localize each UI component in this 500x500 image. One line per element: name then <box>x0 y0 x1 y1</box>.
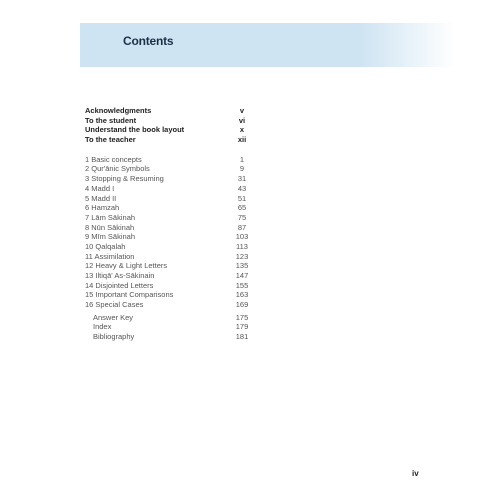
toc-row-chapter[interactable] <box>85 223 255 233</box>
toc-entry-title: 6 Hamzah <box>85 203 120 213</box>
toc-entry-page: 163 <box>235 290 249 300</box>
toc-row-chapter[interactable] <box>85 184 255 194</box>
toc-entry-page: xii <box>237 135 247 145</box>
toc-entry-title: 14 Disjointed Letters <box>85 280 154 290</box>
toc-row-chapter[interactable] <box>85 271 255 281</box>
toc-row-front-matter[interactable] <box>85 135 255 145</box>
toc-entry-page: 135 <box>235 261 249 271</box>
toc-entry-page: 147 <box>235 271 249 280</box>
toc-row-chapter[interactable] <box>85 194 255 204</box>
toc-entry-title: 13 Iltiqā' As-Sākinain <box>85 271 155 280</box>
toc-entry-title: 10 Qalqalah <box>85 241 126 251</box>
toc-row-chapter[interactable] <box>85 252 255 262</box>
front-matter-list <box>85 106 255 145</box>
toc-entry-page: 169 <box>235 300 249 310</box>
toc-entry-page: 87 <box>237 222 247 232</box>
toc-entry-title: 4 Madd I <box>85 183 115 193</box>
toc-row-front-matter[interactable] <box>85 125 255 135</box>
back-matter-list <box>85 313 255 342</box>
toc-entry-page: 31 <box>237 174 247 184</box>
toc-entry-title: 12 Heavy & Light Letters <box>85 261 168 271</box>
toc-entry-page: 43 <box>237 183 247 193</box>
table-of-contents <box>85 106 255 342</box>
toc-entry-page: x <box>239 125 245 135</box>
toc-entry-title: 3 Stopping & Resuming <box>85 174 164 184</box>
toc-row-back-matter[interactable] <box>85 313 255 323</box>
toc-row-chapter[interactable] <box>85 290 255 300</box>
toc-row-chapter[interactable] <box>85 281 255 291</box>
toc-entry-page: 1 <box>239 154 245 164</box>
toc-entry-title: To the student <box>85 115 137 125</box>
toc-row-front-matter[interactable] <box>85 106 255 116</box>
page-title: Contents <box>123 34 174 48</box>
toc-entry-title: Bibliography <box>93 332 135 342</box>
toc-entry-title: Index <box>93 322 112 332</box>
toc-entry-title: Acknowledgments <box>85 106 152 115</box>
toc-row-back-matter[interactable] <box>85 332 255 342</box>
toc-entry-page: 65 <box>237 203 247 213</box>
toc-entry-page: 181 <box>235 332 249 342</box>
toc-entry-page: 9 <box>239 164 245 174</box>
toc-entry-title: 2 Qur'ānic Symbols <box>85 164 150 174</box>
toc-entry-page: 175 <box>235 312 249 322</box>
toc-entry-page: 179 <box>235 322 249 332</box>
toc-entry-title: 15 Important Comparisons <box>85 290 174 300</box>
toc-row-back-matter[interactable] <box>85 322 255 332</box>
toc-entry-title: Answer Key <box>93 312 134 322</box>
toc-entry-title: 8 Nūn Sākinah <box>85 222 135 232</box>
toc-entry-page: 75 <box>237 212 247 222</box>
toc-row-chapter[interactable] <box>85 164 255 174</box>
toc-row-chapter[interactable] <box>85 261 255 271</box>
chapter-list <box>85 155 255 310</box>
toc-entry-page: 155 <box>235 280 249 290</box>
toc-entry-page: 113 <box>236 241 248 251</box>
toc-row-chapter[interactable] <box>85 155 255 165</box>
toc-row-chapter[interactable] <box>85 242 255 252</box>
toc-entry-page: v <box>239 106 245 115</box>
toc-row-chapter[interactable] <box>85 203 255 213</box>
toc-entry-title: 9 Mīm Sākinah <box>85 232 136 242</box>
toc-row-chapter[interactable] <box>85 232 255 242</box>
toc-row-front-matter[interactable] <box>85 116 255 126</box>
toc-entry-page: 51 <box>237 193 247 203</box>
toc-entry-page: vi <box>238 115 246 125</box>
toc-row-chapter[interactable] <box>85 300 255 310</box>
toc-entry-title: To the teacher <box>85 135 136 145</box>
toc-entry-title: 16 Special Cases <box>85 300 144 310</box>
toc-entry-page: 123 <box>235 251 249 261</box>
toc-entry-title: 7 Lām Sākinah <box>85 212 136 222</box>
toc-entry-title: 11 Assimilation <box>85 251 135 261</box>
toc-row-chapter[interactable] <box>85 213 255 223</box>
page-number: iv <box>412 469 419 478</box>
toc-entry-page: 103 <box>235 232 249 242</box>
toc-entry-title: 1 Basic concepts <box>85 154 142 164</box>
toc-entry-title: 5 Madd II <box>85 193 117 203</box>
toc-entry-title: Understand the book layout <box>85 125 185 135</box>
toc-row-chapter[interactable] <box>85 174 255 184</box>
